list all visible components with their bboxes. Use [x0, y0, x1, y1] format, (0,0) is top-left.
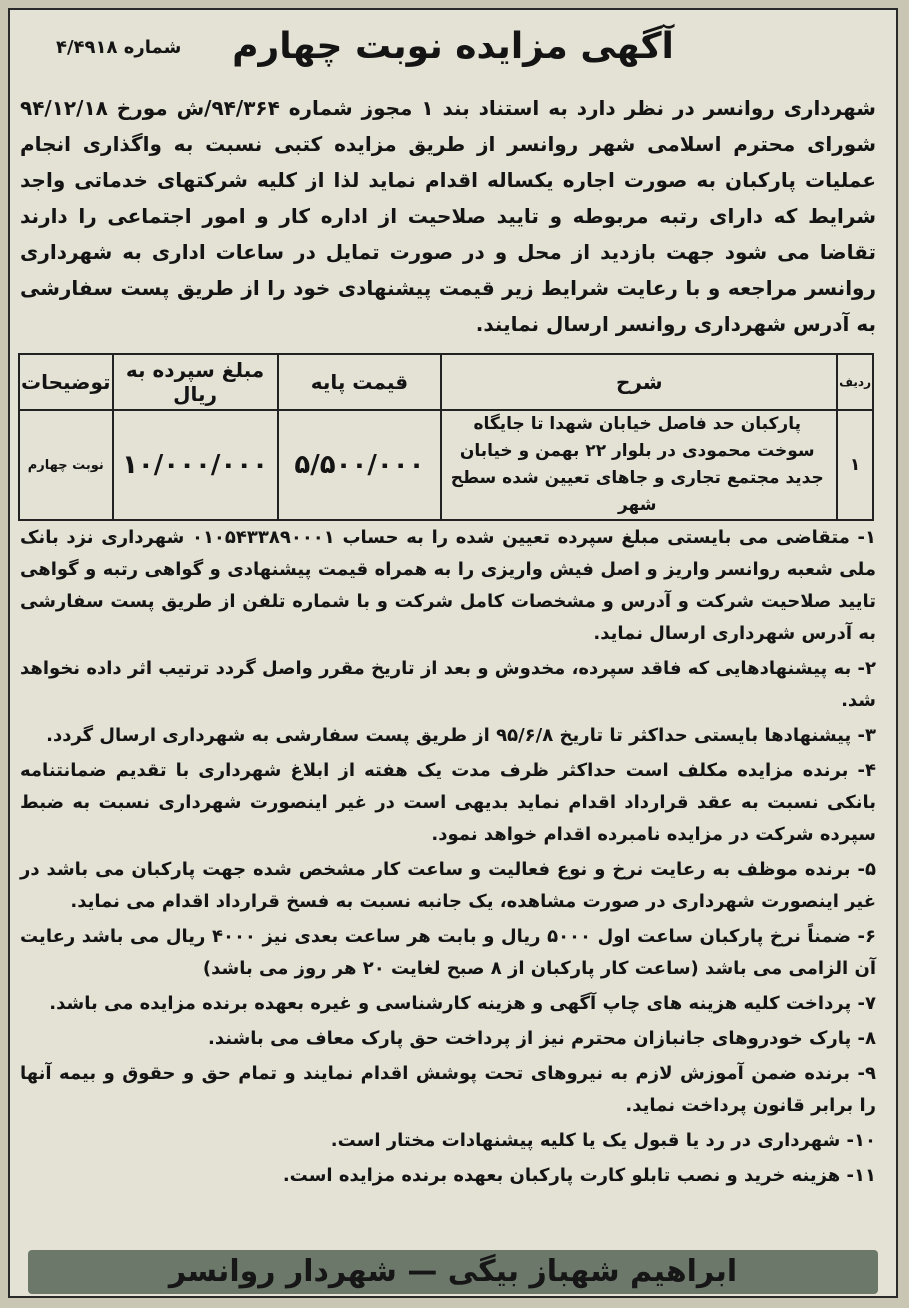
condition-item: ۱۱- هزینه خرید و نصب تابلو کارت پارکبان بعهده برنده مزایده است.: [282, 1165, 876, 1186]
condition-item: ۶- ضمناً نرخ پارکبان ساعت اول ۵۰۰۰ ریال و بابت هر ساعت بعدی نیز ۴۰۰۰ ریال می باشد رعایت آن الزامی می باشد (ساعت کار پارکبان از ۸ صبح لغایت ۲۰ هر روز می باشد): [20, 926, 876, 979]
signature-banner: ابراهیم شهباز بیگی — شهردار روانسر: [28, 1250, 878, 1294]
cell-base-price: ۵/۵۰۰/۰۰۰: [278, 410, 442, 520]
header-row-number: ردیف: [837, 354, 873, 410]
table-row: [19, 410, 873, 520]
cell-deposit: ۱۰/۰۰۰/۰۰۰: [113, 410, 278, 520]
header-description: شرح: [441, 354, 837, 410]
condition-item: ۳- پیشنهادها بایستی حداکثر تا تاریخ ۹۵/۶/۸ از طریق پست سفارشی به شهرداری ارسال گردد.: [46, 725, 876, 746]
condition-item: ۹- برنده ضمن آموزش لازم به نیروهای تحت پوشش اقدام نمایند و تمام حق و حقوق و بیمه آنها را برابر قانون پرداخت نماید.: [20, 1063, 876, 1116]
notice-number: [56, 36, 181, 60]
condition-item: ۷- پرداخت کلیه هزینه های چاپ آگهی و هزینه کارشناسی و غیره بعهده برنده مزایده می باشد.: [49, 993, 876, 1014]
notice-number-label: شماره: [123, 37, 182, 58]
notice-title: آگهی مزایده نوبت چهارم: [232, 26, 674, 67]
cell-row-number: ۱: [837, 410, 873, 520]
condition-item: ۸- پارک خودروهای جانبازان محترم نیز از پرداخت حق پارک معاف می باشند.: [208, 1028, 876, 1049]
condition-item: ۴- برنده مزایده مکلف است حداکثر ظرف مدت یک هفته از ابلاغ شهرداری با تقدیم ضمانتنامه بانکی نسبت به عقد قرارداد اقدام نماید بدیهی است در غیر اینصورت شهرداری نسبت به ضبط سپرده شرکت در مزایده نامبرده اقدام خواهد نمود.: [20, 760, 876, 845]
condition-item: ۱- متقاضی می بایستی مبلغ سپرده تعیین شده را به حساب ۰۱۰۵۴۳۳۸۹۰۰۰۱ شهرداری نزد بانک ملی شعبه روانسر واریز و اصل فیش واریزی را به همراه قیمت پیشنهادی و گواهی رتبه و گواهی تایید صلاحیت شرکت و آدرس و مشخصات کامل شرکت و با شماره تلفن از طریق پست سفارشی به آدرس شهرداری ارسال نماید.: [20, 527, 876, 644]
header-base-price: قیمت پایه: [278, 354, 442, 410]
condition-item: ۵- برنده موظف به رعایت نرخ و نوع فعالیت و ساعت کار مشخص شده جهت پارکبان می باشد در غیر اینصورت شهرداری در صورت مشاهده، یک جانبه نسبت به فسخ قرارداد اقدام می نماید.: [20, 859, 876, 912]
notice-sheet: [8, 8, 898, 1298]
cell-notes: نوبت چهارم: [19, 410, 113, 520]
cell-description: پارکبان حد فاصل خیابان شهدا تا جایگاه سوخت محمودی در بلوار ۲۲ بهمن و خیابان جدید مجتمع تجاری و جاهای تعیین شده سطح شهر: [441, 410, 837, 520]
condition-item: ۱۰- شهرداری در رد یا قبول یک یا کلیه پیشنهادات مختار است.: [330, 1130, 876, 1151]
auction-table: [18, 353, 874, 521]
header-deposit: مبلغ سپرده به ریال: [113, 354, 278, 410]
notice-number-value: ۴/۴۹۱۸: [56, 37, 118, 58]
table-header-row: [19, 354, 873, 410]
conditions-list: [20, 522, 876, 1195]
intro-paragraph: شهرداری روانسر در نظر دارد به استناد بند ۱ مجوز شماره ۹۴/۳۶۴/ش مورخ ۹۴/۱۲/۱۸ شورای محترم اسلامی شهر روانسر از طریق مزایده کتبی نسبت به واگذاری انجام عملیات پارکبان به صورت اجاره یکساله اقدام نماید لذا از کلیه شرکتهای خدماتی واجد شرایط که دارای رتبه مربوطه و تایید صلاحیت از اداره کار و امور اجتماعی را دارند تقاضا می شود جهت بازدید از محل و در صورت تمایل در ساعات اداری به شهرداری روانسر مراجعه و با رعایت شرایط زیر قیمت پیشنهادی خود را از طریق پست سفارشی به آدرس شهرداری روانسر ارسال نمایند.: [20, 96, 876, 336]
condition-item: ۲- به پیشنهادهایی که فاقد سپرده، مخدوش و بعد از تاریخ مقرر واصل گردد ترتیب اثر داده نخواهد شد.: [20, 658, 876, 711]
header-notes: توضیحات: [19, 354, 113, 410]
notice-header: [20, 24, 886, 70]
